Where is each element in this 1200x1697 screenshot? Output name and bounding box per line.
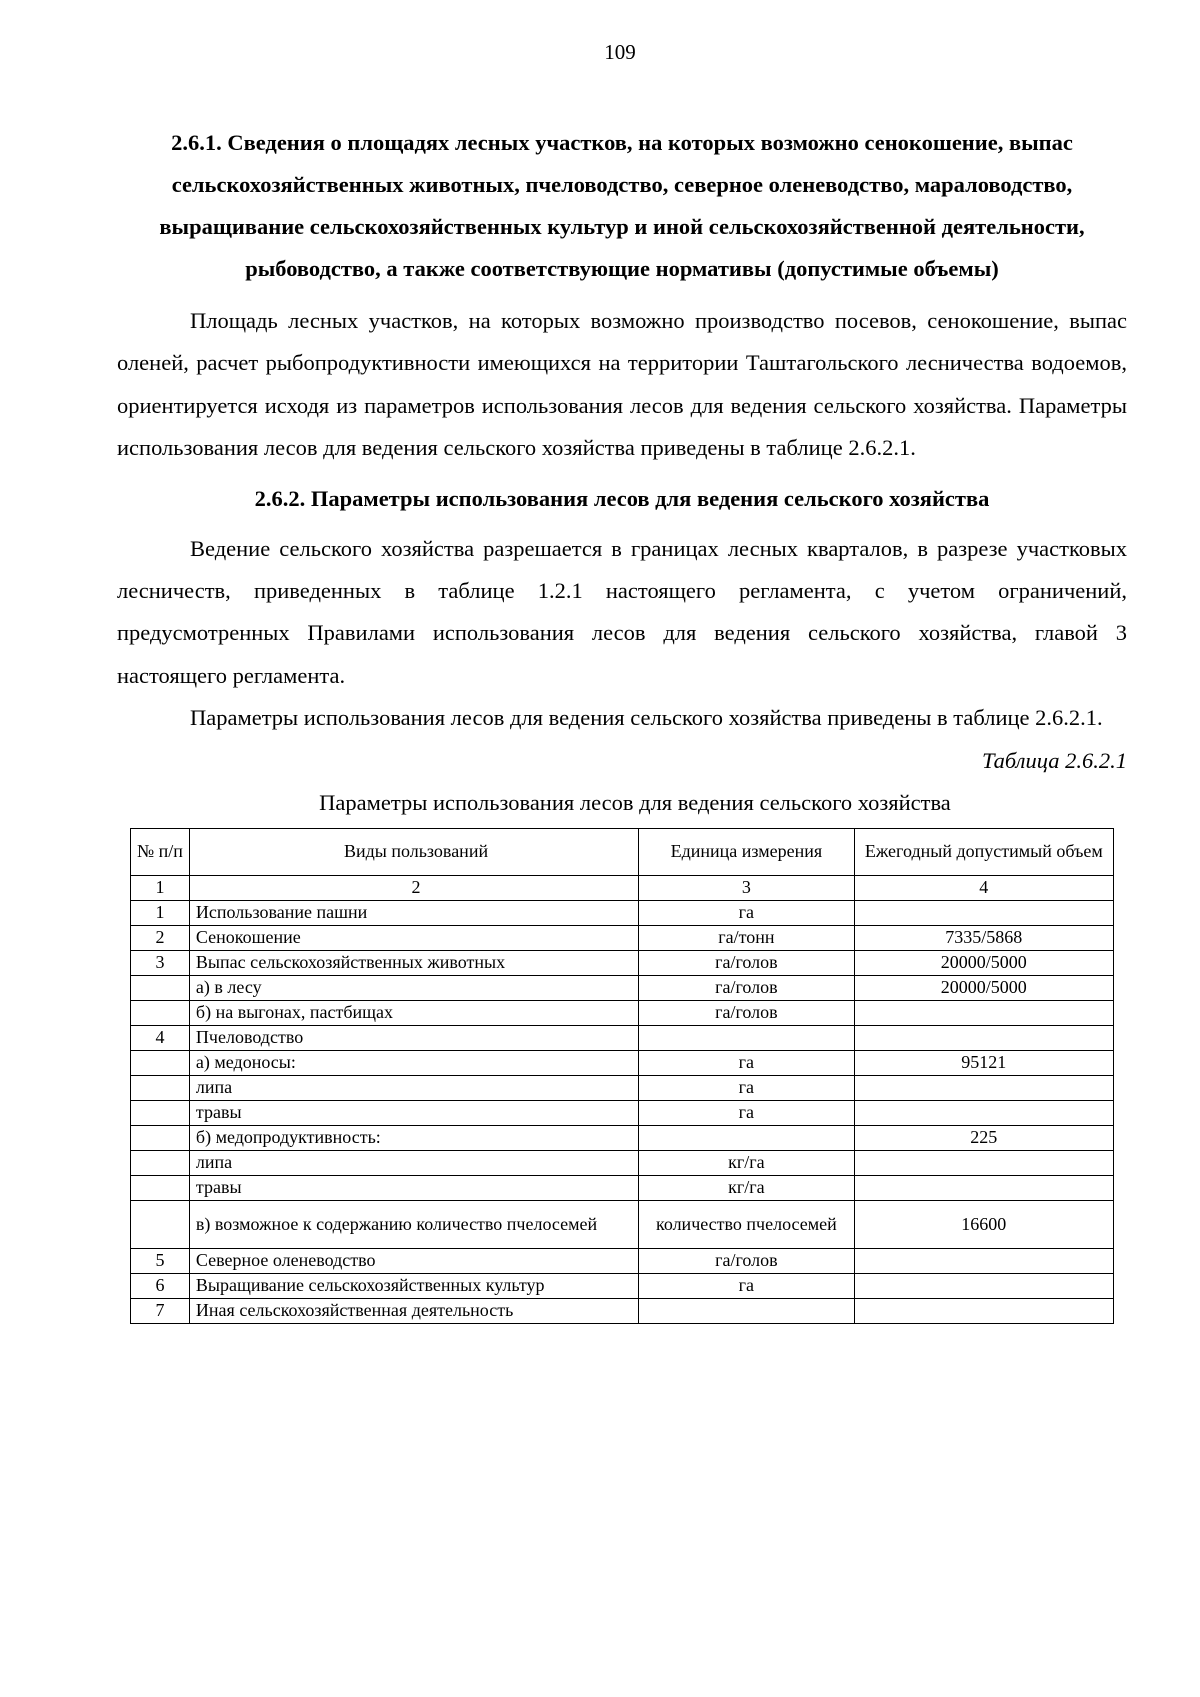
page-number: 109 [604, 40, 636, 64]
column-number: 4 [854, 875, 1113, 900]
row-type: Выпас сельскохозяйственных животных [189, 950, 638, 975]
row-type: Иная сельскохозяйственная деятельность [189, 1298, 638, 1323]
row-num: 5 [131, 1248, 190, 1273]
row-unit: количество пчелосемей [639, 1200, 854, 1248]
column-number: 3 [639, 875, 854, 900]
row-unit: га [639, 1100, 854, 1125]
row-type: Северное оленеводство [189, 1248, 638, 1273]
row-num: 3 [131, 950, 190, 975]
row-num: 7 [131, 1298, 190, 1323]
column-number: 2 [189, 875, 638, 900]
row-volume [854, 1273, 1113, 1298]
row-volume: 20000/5000 [854, 975, 1113, 1000]
page-content [117, 122, 1127, 1324]
row-num [131, 1175, 190, 1200]
row-unit: га/тонн [639, 925, 854, 950]
row-type: в) возможное к содержанию количество пчелосемей [189, 1200, 638, 1248]
row-num [131, 1050, 190, 1075]
row-unit [639, 1025, 854, 1050]
row-type: Выращивание сельскохозяйственных культур [189, 1273, 638, 1298]
row-volume [854, 1298, 1113, 1323]
row-type: липа [189, 1150, 638, 1175]
row-unit: га/голов [639, 950, 854, 975]
table-row [131, 1025, 1114, 1050]
row-volume: 225 [854, 1125, 1113, 1150]
row-num [131, 1000, 190, 1025]
row-type: травы [189, 1175, 638, 1200]
table-row [131, 900, 1114, 925]
table-row [131, 1000, 1114, 1025]
table-row [131, 975, 1114, 1000]
table-row [131, 1075, 1114, 1100]
table-row [131, 1248, 1114, 1273]
row-num [131, 1125, 190, 1150]
row-unit: га/голов [639, 1248, 854, 1273]
row-num [131, 1150, 190, 1175]
row-volume [854, 1075, 1113, 1100]
section-paragraph-2-6-2-1: Ведение сельского хозяйства разрешается в границах лесных кварталов, в разрезе участковых лесничеств, приведенных в таблице 1.2.1 настоящего регламента, с учетом ограничений, предусмотренных Правилами использования лесов для ведения сельского хозяйства, главой 3 настоящего регламента. [117, 535, 1127, 688]
row-type: Сенокошение [189, 925, 638, 950]
row-volume [854, 1175, 1113, 1200]
row-volume [854, 1100, 1113, 1125]
section-heading-2-6-1: 2.6.1. Сведения о площадях лесных участков, на которых возможно сенокошение, выпас сельскохозяйственных животных, пчеловодство, северное оленеводство, мараловодство, выращивание сельскохозяйственных культур и иной сельскохозяйственной деятельности, рыбоводство, а также соответствующие нормативы (допустимые объемы) [159, 130, 1085, 281]
table-row [131, 1200, 1114, 1248]
row-type: травы [189, 1100, 638, 1125]
row-type: Использование пашни [189, 900, 638, 925]
section-paragraph-2-6-1: Площадь лесных участков, на которых возможно производство посевов, сенокошение, выпас оленей, расчет рыбопродуктивности имеющихся на территории Таштагольского лесничества водоемов, ориентируется исходя из параметров использования лесов для ведения сельского хозяйства. Параметры использования лесов для ведения сельского хозяйства приведены в таблице 2.6.2.1. [117, 308, 1127, 461]
row-num [131, 1200, 190, 1248]
row-unit: га [639, 1075, 854, 1100]
table-title: Параметры использования лесов для ведения сельского хозяйства [319, 789, 951, 815]
table-header-row [131, 828, 1114, 875]
row-unit [639, 1125, 854, 1150]
row-num [131, 1100, 190, 1125]
header-volume: Ежегодный допустимый объем [854, 828, 1113, 875]
section-heading-2-6-2: 2.6.2. Параметры использования лесов для ведения сельского хозяйства [254, 485, 990, 511]
row-volume [854, 1248, 1113, 1273]
header-type: Виды пользований [189, 828, 638, 875]
header-num: № п/п [131, 828, 190, 875]
row-volume: 20000/5000 [854, 950, 1113, 975]
row-type: б) на выгонах, пастбищах [189, 1000, 638, 1025]
row-type: а) медоносы: [189, 1050, 638, 1075]
row-volume: 7335/5868 [854, 925, 1113, 950]
row-type: а) в лесу [189, 975, 638, 1000]
row-volume [854, 1025, 1113, 1050]
row-num [131, 1075, 190, 1100]
row-volume: 16600 [854, 1200, 1113, 1248]
section-paragraph-2-6-2-2: Параметры использования лесов для ведения сельского хозяйства приведены в таблице 2.6.2.1. [190, 705, 1103, 731]
row-volume: 95121 [854, 1050, 1113, 1075]
row-unit: кг/га [639, 1175, 854, 1200]
row-num: 4 [131, 1025, 190, 1050]
table-row [131, 950, 1114, 975]
row-type: липа [189, 1075, 638, 1100]
table-number-label: Таблица 2.6.2.1 [981, 747, 1127, 773]
table-row [131, 925, 1114, 950]
parameters-table [130, 828, 1114, 1324]
row-unit: га [639, 1273, 854, 1298]
table-row [131, 1125, 1114, 1150]
row-type: б) медопродуктивность: [189, 1125, 638, 1150]
row-unit [639, 1298, 854, 1323]
header-unit: Единица измерения [639, 828, 854, 875]
column-number: 1 [131, 875, 190, 900]
row-unit: га/голов [639, 1000, 854, 1025]
row-volume [854, 1150, 1113, 1175]
table-row [131, 1273, 1114, 1298]
table-column-numbers-row [131, 875, 1114, 900]
row-unit: га [639, 900, 854, 925]
row-unit: га/голов [639, 975, 854, 1000]
table-row [131, 1100, 1114, 1125]
table-row [131, 1175, 1114, 1200]
table-row [131, 1298, 1114, 1323]
table-row [131, 1050, 1114, 1075]
table-row [131, 1150, 1114, 1175]
row-num: 1 [131, 900, 190, 925]
row-unit: кг/га [639, 1150, 854, 1175]
row-num: 6 [131, 1273, 190, 1298]
row-volume [854, 1000, 1113, 1025]
row-unit: га [639, 1050, 854, 1075]
row-num: 2 [131, 925, 190, 950]
row-volume [854, 900, 1113, 925]
row-type: Пчеловодство [189, 1025, 638, 1050]
row-num [131, 975, 190, 1000]
